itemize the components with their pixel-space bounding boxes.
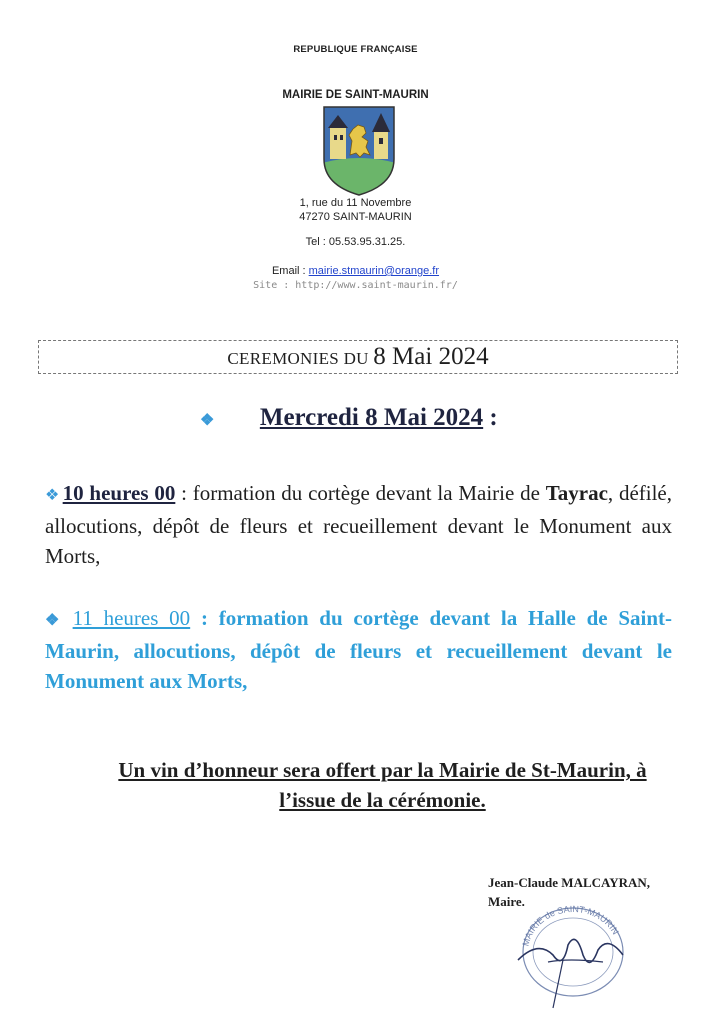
event-1-text-after: , défilé, allocutions, dépôt de fleurs et recueillement devant le Monument aux Morts, [45,481,673,568]
event-paragraph-2 [45,603,672,696]
address-line-1: 1, rue du 11 Novembre [299,197,412,209]
email-label: Email : [271,265,309,277]
title-date: 8 Mai 2024 [373,343,489,370]
address-line-2: 47270 SAINT-MAURIN [299,211,412,223]
mairie-stamp-signature [508,900,638,1010]
day-suffix: : [483,404,498,431]
signer-role: Maire. [488,894,525,909]
event-1-text-before: : formation du cortège devant la Mairie de [175,481,546,505]
event-2-time: 11 heures 00 [72,606,191,630]
coat-of-arms-logo [322,105,396,197]
event-paragraph-1 [45,478,672,571]
title-prefix: CEREMONIES DU [227,349,374,368]
stamp-text: MAIRIE de SAINT-MAURIN [520,903,621,948]
event-1-time: 10 heures 00 [62,481,176,505]
day-label: Mercredi 8 Mai 2024 [259,404,484,431]
vin-honneur-notice: Un vin d’honneur sera offert par la Mairie de St-Maurin, à l’issue de la cérémonie. [118,758,647,812]
diamond-bullet-icon: ❖ [45,487,57,504]
page-title [38,343,678,371]
event-2-text: : formation du cortège devant la Halle de Saint-Maurin, allocutions, dépôt de fleurs et recueillement devant le Monument aux Morts, [45,606,673,693]
signer-name: Jean-Claude MALCAYRAN, [488,875,651,890]
event-1-place: Tayrac [545,481,608,505]
republic-header: REPUBLIQUE FRANÇAISE [293,44,418,55]
telephone: Tel : 05.53.95.31.25. [305,236,406,248]
email-link[interactable]: mairie.stmaurin@orange.fr [308,265,440,277]
diamond-bullet-icon: ❖ [45,612,62,629]
mairie-title: MAIRIE DE SAINT-MAURIN [282,89,429,101]
website-link[interactable]: Site : http://www.saint-maurin.fr/ [253,280,458,291]
day-heading [200,404,498,432]
diamond-bullet-icon: ❖ [200,412,212,429]
email-row [0,265,711,277]
